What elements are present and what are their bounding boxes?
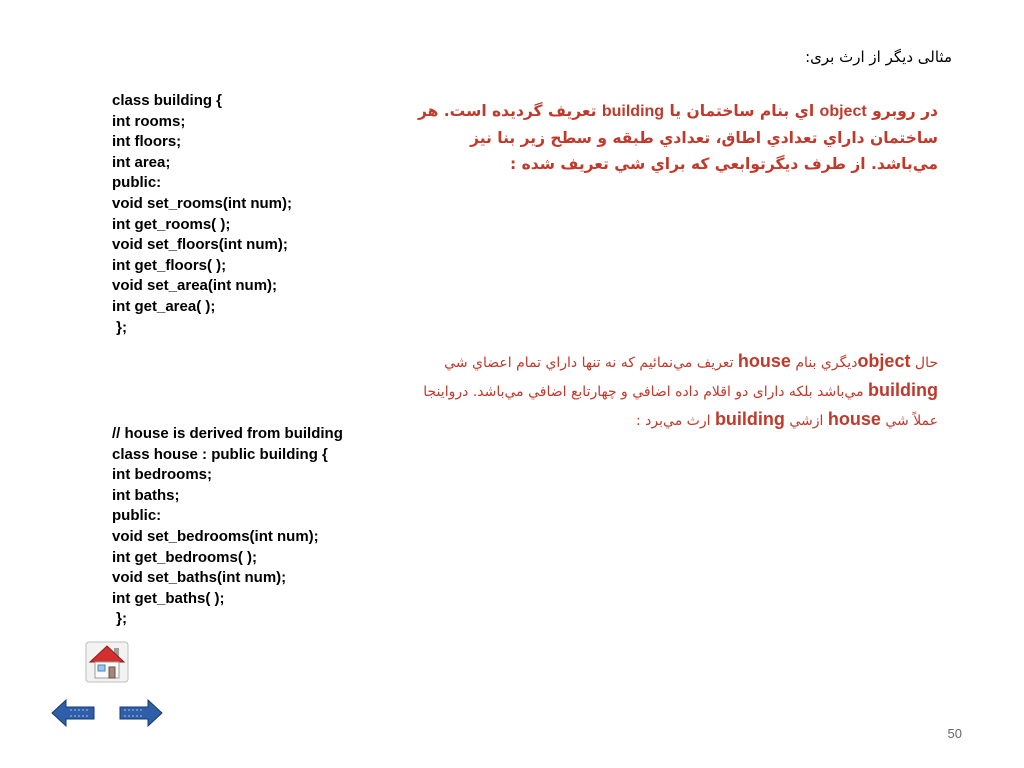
home-button[interactable] bbox=[84, 640, 130, 684]
code-line: void set_baths(int num); bbox=[112, 569, 287, 587]
para2-text-6: ارث مي‌برد : bbox=[636, 413, 715, 429]
description-paragraph-house bbox=[398, 348, 938, 435]
code-line: }; bbox=[112, 610, 127, 628]
code-block-house bbox=[112, 424, 343, 630]
back-button[interactable] bbox=[50, 698, 96, 728]
code-line: void set_bedrooms(int num); bbox=[112, 527, 319, 545]
keyword-house: house bbox=[827, 409, 881, 429]
code-line: class house : public building { bbox=[112, 445, 328, 463]
para1-text-3: تعريف گرديده است. هر ساختمان داراي تعدادي اطاق، تعدادي طبقه و سطح زير بنا نيز مي‌باشد. از طرف ديگرتوابعي كه براي شي تعريف شده : bbox=[418, 102, 938, 173]
para2-text-4: مي‌باشد بلكه دارای دو اقلام داده اضافي و چهارتابع اضافي مي‌باشد. درواينجا عملاً شي bbox=[423, 384, 938, 429]
code-line: int bedrooms; bbox=[112, 466, 212, 484]
code-line: int get_rooms( ); bbox=[112, 215, 231, 233]
code-line: int get_baths( ); bbox=[112, 589, 225, 607]
page-number: 50 bbox=[947, 726, 962, 741]
keyword-building: building bbox=[714, 409, 785, 429]
slide-title: مثالی دیگر از ارث بری: bbox=[805, 48, 952, 66]
para2-text-1: حال bbox=[910, 355, 938, 371]
code-line: int get_bedrooms( ); bbox=[112, 548, 257, 566]
keyword-object: object bbox=[857, 351, 911, 371]
keyword-house: house bbox=[737, 351, 791, 371]
code-line: class building { bbox=[112, 92, 223, 109]
code-line: public: bbox=[112, 174, 162, 192]
para1-text-2: اي بنام ساختمان يا bbox=[664, 102, 820, 120]
code-line: void set_area(int num); bbox=[112, 277, 278, 295]
code-block-building bbox=[112, 91, 292, 338]
code-line: int floors; bbox=[112, 133, 182, 151]
home-icon bbox=[84, 640, 130, 684]
para1-text-1: در روبرو bbox=[866, 102, 938, 120]
next-button[interactable] bbox=[118, 698, 164, 728]
code-line: public: bbox=[112, 507, 162, 525]
para2-text-5: ازشي bbox=[784, 413, 828, 429]
keyword-building: building bbox=[601, 103, 665, 120]
next-arrow-icon bbox=[118, 698, 164, 728]
back-arrow-icon bbox=[50, 698, 96, 728]
code-line: int area; bbox=[112, 153, 171, 171]
code-line: int get_floors( ); bbox=[112, 256, 227, 274]
code-line: }; bbox=[112, 318, 127, 336]
para2-text-3: تعريف مي‌نمائيم كه نه تنها داراي تمام اعضاي شي bbox=[444, 355, 738, 371]
code-line: int get_area( ); bbox=[112, 297, 216, 315]
code-line: int rooms; bbox=[112, 112, 186, 130]
keyword-object: object bbox=[819, 103, 867, 120]
description-paragraph-building bbox=[398, 98, 938, 177]
code-line: // house is derived from building bbox=[112, 425, 343, 442]
code-line: void set_floors(int num); bbox=[112, 236, 288, 254]
para2-text-2: ديگري بنام bbox=[790, 355, 858, 371]
code-line: int baths; bbox=[112, 486, 180, 504]
keyword-building: building bbox=[868, 380, 938, 400]
code-line: void set_rooms(int num); bbox=[112, 194, 293, 212]
